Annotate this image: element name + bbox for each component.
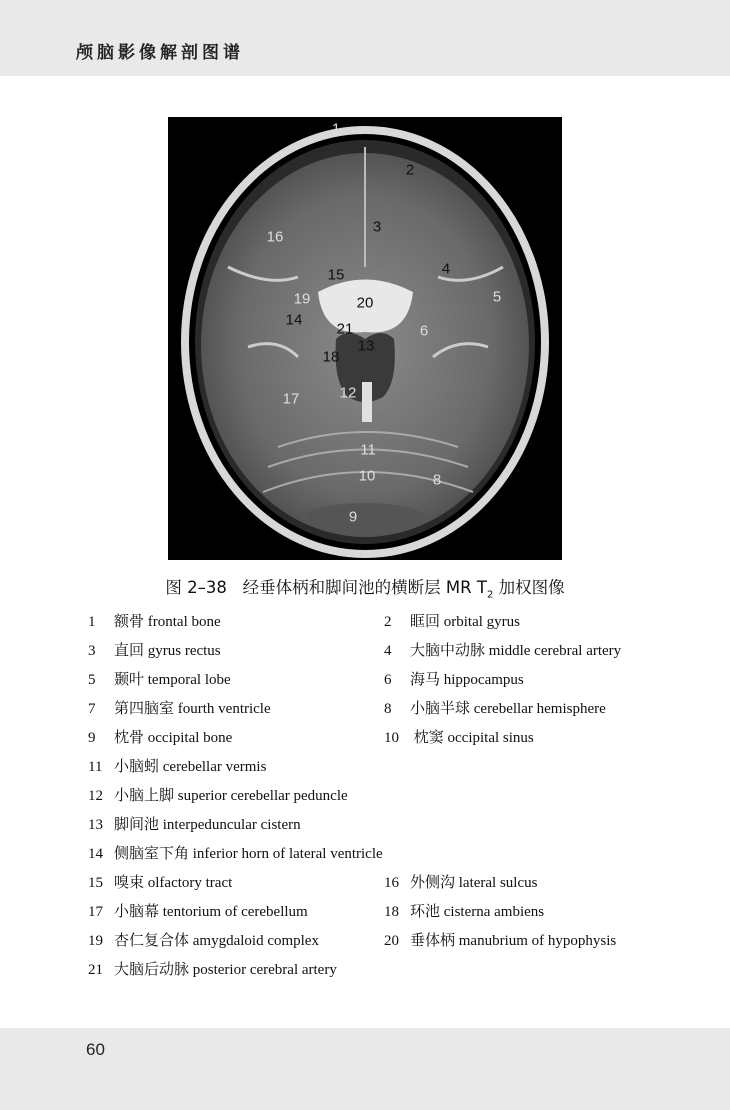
legend-item: [384, 871, 537, 892]
legend-item: [88, 784, 348, 805]
running-header: [0, 0, 730, 76]
legend-text: 脚间池 interpeduncular cistern: [114, 817, 301, 833]
legend-text: 外侧沟 lateral sulcus: [410, 875, 538, 891]
legend-text: 直回 gyrus rectus: [114, 643, 221, 659]
mri-label-3: 3: [372, 218, 382, 236]
legend-number: 15: [88, 875, 103, 891]
mri-label-8: 8: [432, 471, 442, 489]
legend-text: 额骨 frontal bone: [114, 614, 221, 630]
legend-number: 5: [88, 672, 96, 688]
caption-text: 经垂体柄和脚间池的横断层 MR T: [242, 578, 487, 597]
legend-item: [88, 755, 266, 776]
mri-label-4: 4: [441, 260, 451, 278]
legend-item: [88, 726, 232, 747]
legend-item: [384, 639, 621, 660]
legend-number: 14: [88, 846, 103, 862]
legend-text: 杏仁复合体 amygdaloid complex: [114, 933, 319, 949]
legend-text: 嗅束 olfactory tract: [114, 875, 233, 891]
mri-label-6: 6: [419, 322, 429, 340]
mri-label-16: 16: [266, 228, 284, 246]
figure-caption: [0, 574, 730, 600]
legend-number: 11: [88, 759, 103, 775]
legend-number: 9: [88, 730, 96, 746]
legend-number: 10: [384, 730, 399, 746]
legend-item: [88, 871, 232, 892]
legend-number: 21: [88, 962, 103, 978]
mri-label-17: 17: [282, 390, 300, 408]
legend-text: 颞叶 temporal lobe: [114, 672, 231, 688]
legend-item: [384, 929, 616, 950]
legend-number: 17: [88, 904, 103, 920]
legend-text: 侧脑室下角 inferior horn of lateral ventricle: [114, 846, 383, 862]
legend-item: [88, 639, 221, 660]
legend-text: 垂体柄 manubrium of hypophysis: [410, 933, 617, 949]
legend-item: [88, 813, 301, 834]
legend-text: 眶回 orbital gyrus: [410, 614, 520, 630]
legend-text: 小脑上脚 superior cerebellar peduncle: [114, 788, 348, 804]
mri-label-11: 11: [360, 441, 376, 459]
legend-text: 大脑中动脉 middle cerebral artery: [410, 643, 622, 659]
legend-item: [88, 958, 337, 979]
legend-item: [384, 697, 606, 718]
legend-number: 6: [384, 672, 392, 688]
mri-label-19: 19: [293, 290, 311, 308]
page-number: 60: [86, 1040, 105, 1059]
mri-label-15: 15: [327, 266, 345, 284]
mri-label-20: 20: [356, 294, 374, 312]
legend-number: 16: [384, 875, 399, 891]
legend-text: 大脑后动脉 posterior cerebral artery: [114, 962, 337, 978]
legend-text: 枕窦 occipital sinus: [410, 730, 534, 746]
mri-label-12: 12: [339, 384, 357, 402]
mri-label-9: 9: [348, 508, 358, 526]
legend-number: 13: [88, 817, 103, 833]
caption-number: 图 2–38: [165, 578, 227, 597]
book-title: 颅脑影像解剖图谱: [76, 43, 244, 63]
legend-item: [384, 900, 544, 921]
legend-text: 小脑半球 cerebellar hemisphere: [410, 701, 606, 717]
mri-label-21: 21: [336, 320, 354, 338]
legend-number: 7: [88, 701, 96, 717]
mri-label-1: 1: [331, 120, 341, 138]
legend-item: [88, 668, 231, 689]
mri-label-5: 5: [492, 288, 502, 306]
mri-label-7: 7: [362, 386, 372, 404]
legend-number: 4: [384, 643, 392, 659]
legend-item: [384, 668, 524, 689]
mri-label-2: 2: [405, 161, 415, 179]
legend-number: 2: [384, 614, 392, 630]
legend-number: 1: [88, 614, 96, 630]
legend-number: 8: [384, 701, 392, 717]
mri-label-14: 14: [285, 311, 303, 329]
legend-item: [384, 610, 520, 631]
legend-text: 海马 hippocampus: [410, 672, 524, 688]
legend-item: [88, 900, 308, 921]
mri-label-13: 13: [357, 337, 375, 355]
legend-number: 3: [88, 643, 96, 659]
legend-item: [88, 610, 221, 631]
legend-number: 19: [88, 933, 103, 949]
legend-text: 环池 cisterna ambiens: [410, 904, 545, 920]
legend-text: 小脑幕 tentorium of cerebellum: [114, 904, 308, 920]
legend-item: [88, 697, 271, 718]
mri-label-18: 18: [322, 348, 340, 366]
mri-image: [168, 117, 562, 560]
page-footer: [0, 1028, 730, 1110]
legend-number: 18: [384, 904, 399, 920]
legend-text: 第四脑室 fourth ventricle: [114, 701, 271, 717]
caption-suffix: 加权图像: [493, 578, 565, 597]
legend-number: 12: [88, 788, 103, 804]
mri-label-10: 10: [358, 467, 376, 485]
legend-text: 小脑蚓 cerebellar vermis: [114, 759, 267, 775]
legend-item: [88, 929, 319, 950]
legend-item: [384, 726, 534, 747]
legend-number: 20: [384, 933, 399, 949]
legend-text: 枕骨 occipital bone: [114, 730, 233, 746]
legend-item: [88, 842, 383, 863]
caption-subscript: 2: [486, 589, 494, 601]
